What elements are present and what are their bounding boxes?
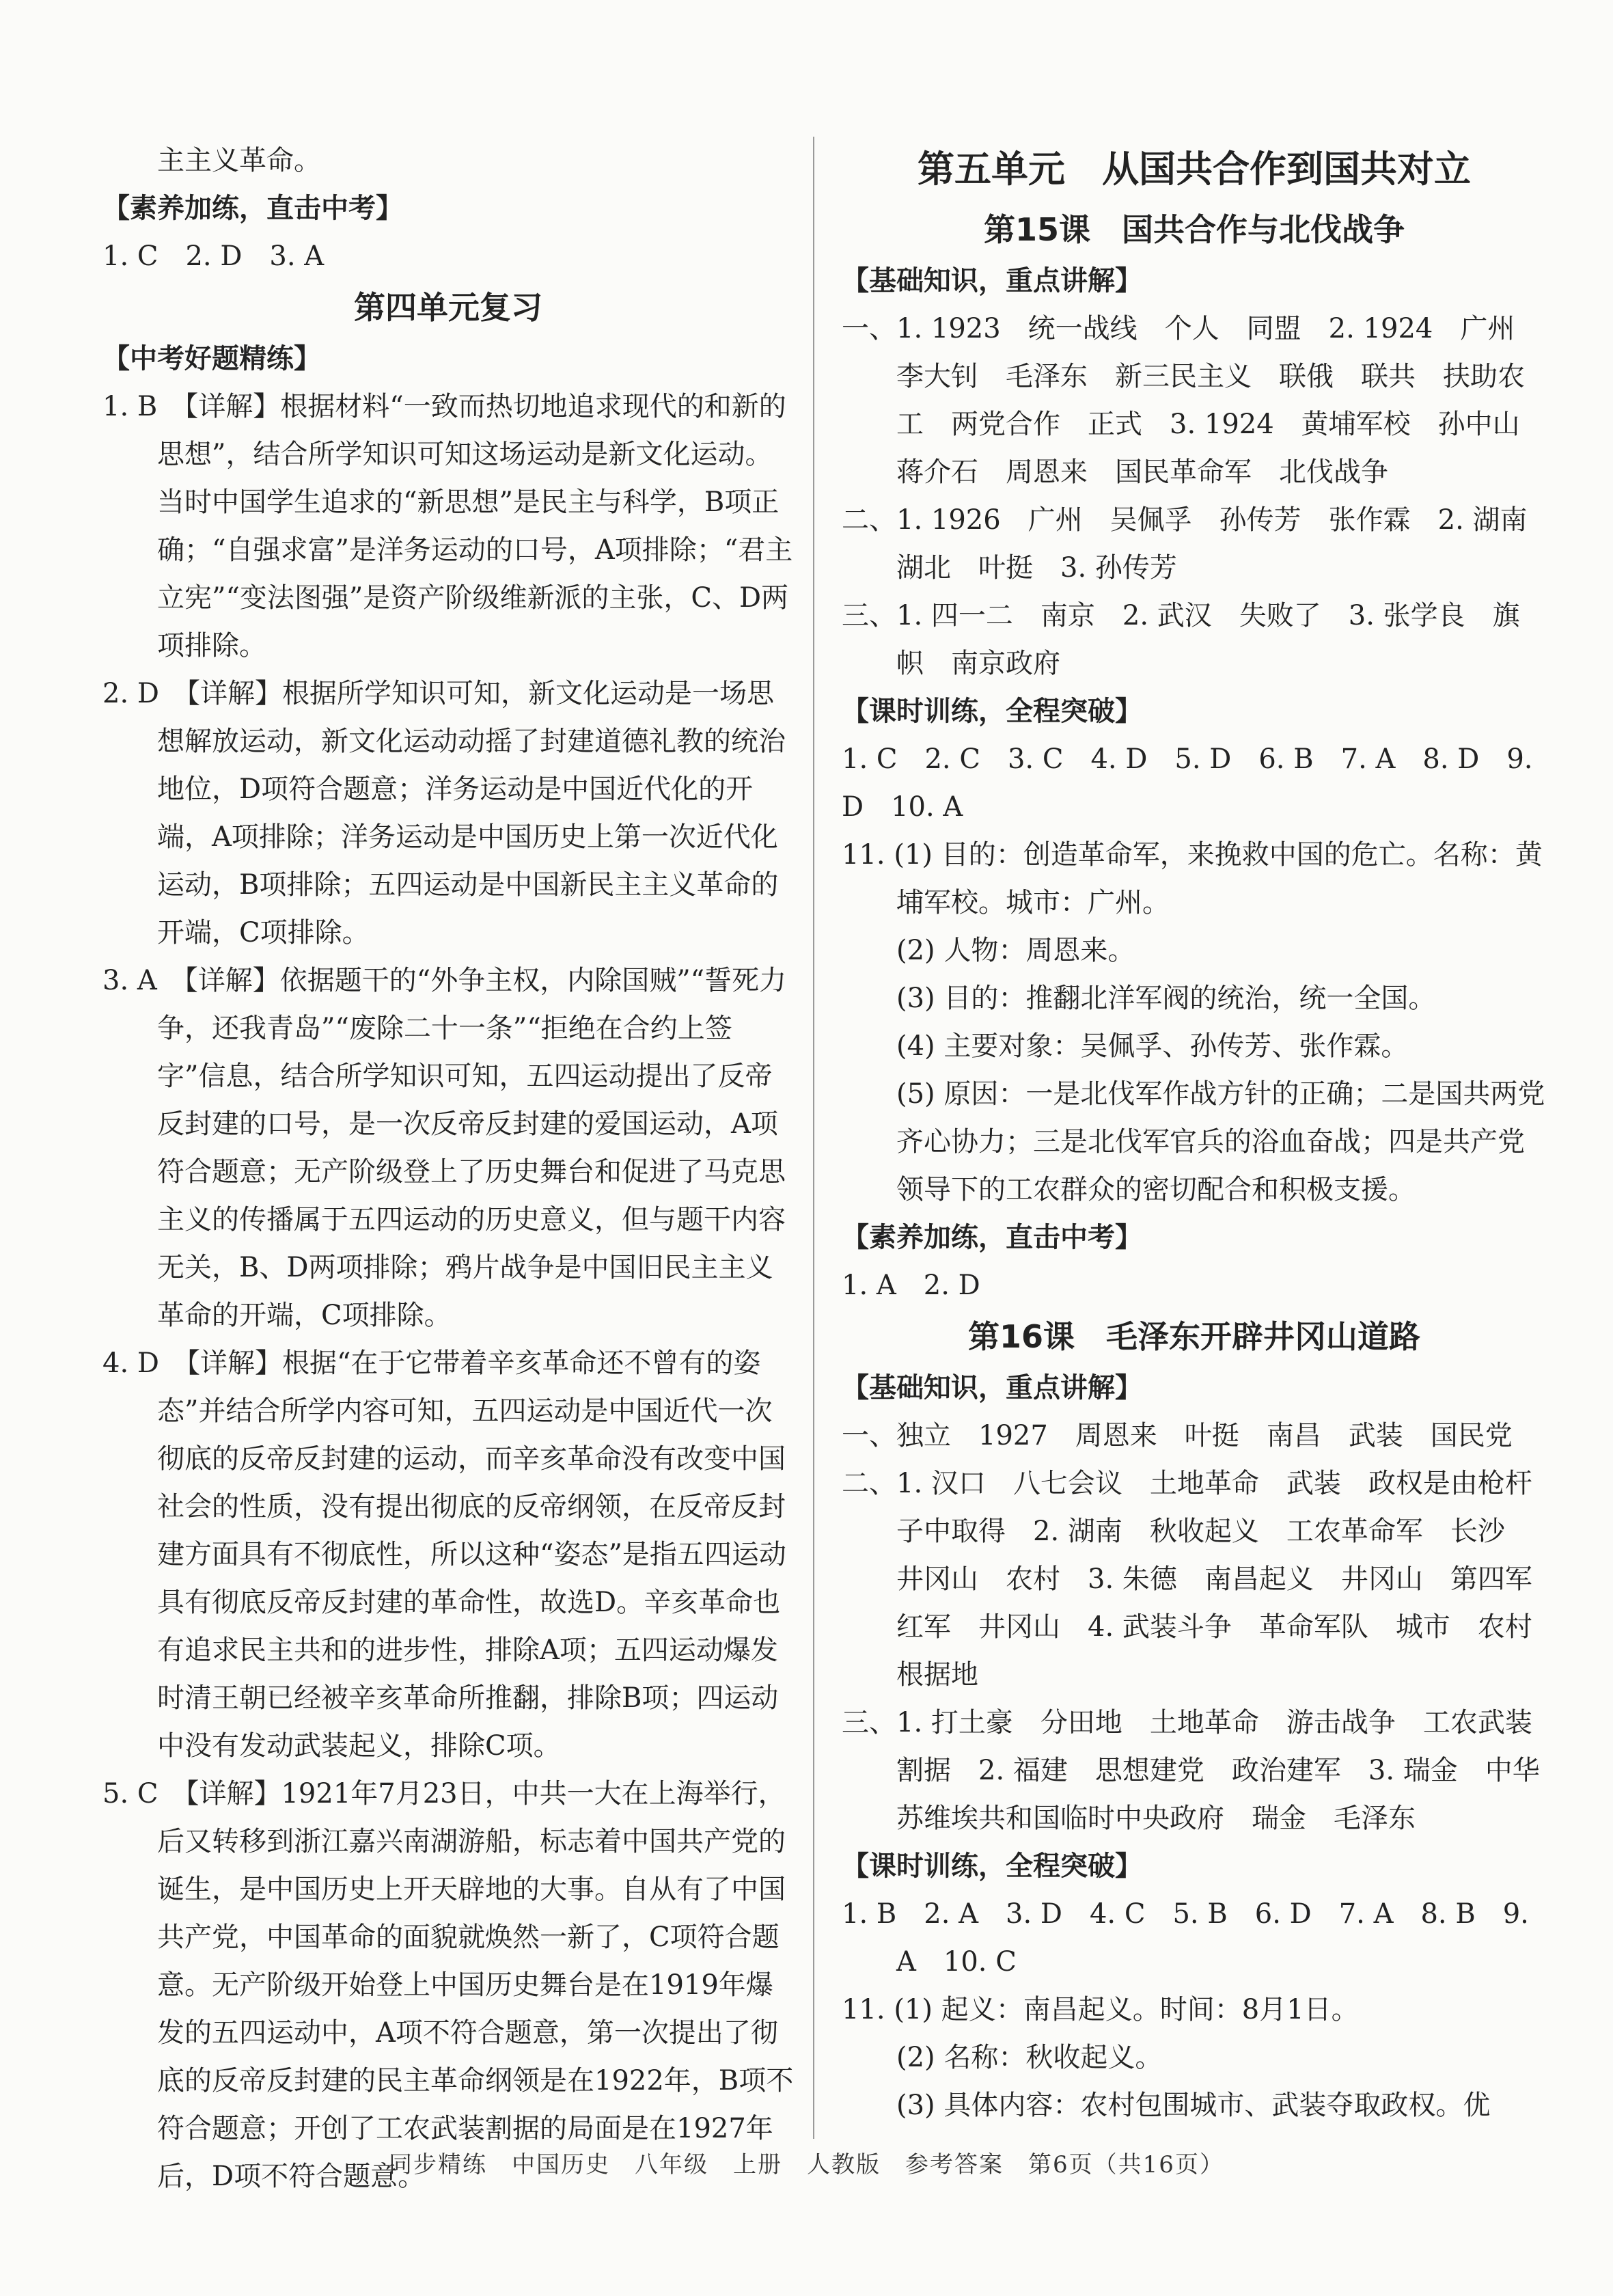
right-column (842, 137, 1560, 2129)
answer-sub: (5) 原因：一是北伐军作战方针的正确；二是国共两党齐心协力；三是北伐军官兵的浴血奋战；四是共产党领导下的工农群众的密切配合和积极支援。 (896, 1078, 1545, 1205)
answer-line: 1. C 2. D 3. A (102, 241, 325, 272)
unit-review-title: 第四单元复习 (354, 289, 542, 326)
answer-sub: (4) 主要对象：吴佩孚、孙传芳、张作霖。 (896, 1030, 1409, 1062)
answer-item: 11. (1) 起义：南昌起义。时间：8月1日。 (842, 1994, 1359, 2025)
answer-item: 5. C 【详解】1921年7月23日，中共一大在上海举行，后又转移到浙江嘉兴南湖游船，标志着中国共产党的诞生，是中国历史上开天辟地的大事。自从有了中国共产党，中国革命的面貌就焕然一新了，C项符合题意。无产阶级开始登上中国历史舞台是在1919年爆发的五四运动中，A项不符合题意，第一次提出了彻底的反帝反封建的民主革命纲领是在1922年，B项不符合题意；开创了工农武装割据的局面是在1927年后，D项不符合题意。 (102, 1778, 794, 2192)
knowledge-item: 二、1. 汉口 八七会议 土地革命 武装 政权是由枪杆子中取得 2. 湖南 秋收起义 工农革命军 长沙 井冈山 农村 3. 朱德 南昌起义 井冈山 第四军 红军 井冈山 4. 武装斗争 革命军队 城市 农村 根据地 (842, 1468, 1560, 1691)
answer-sub: (3) 目的：推翻北洋军阀的统治，统一全国。 (896, 983, 1436, 1014)
section-heading: 【基础知识，重点讲解】 (842, 1372, 1142, 1404)
continuation-text: 主主义革命。 (157, 145, 321, 176)
section-heading: 【素养加练，直击中考】 (842, 1222, 1142, 1253)
answer-line: 1. B 2. A 3. D 4. C 5. B 6. D 7. A 8. B 9. A 10. C (842, 1898, 1529, 1978)
answer-sub: (2) 名称：秋收起义。 (896, 2042, 1163, 2073)
answer-item: 2. D 【详解】根据所学知识可知，新文化运动是一场思想解放运动，新文化运动动摇了封建道德礼教的统治地位，D项符合题意；洋务运动是中国近代化的开端，A项排除；洋务运动是中国历史上第一次近代化运动，B项排除；五四运动是中国新民主主义革命的开端，C项排除。 (102, 678, 786, 948)
unit-title: 第五单元 从国共合作到国共对立 (918, 148, 1471, 191)
section-heading: 【素养加练，直击中考】 (102, 193, 403, 224)
knowledge-item: 一、独立 1927 周恩来 叶挺 南昌 武装 国民党 (842, 1420, 1513, 1451)
column-divider (813, 137, 814, 2139)
left-column (102, 137, 794, 2200)
page-footer: 同步精练 中国历史 八年级 上册 人教版 参考答案 第6页（共16页） (389, 2151, 1224, 2178)
answer-line: 1. C 2. C 3. C 4. D 5. D 6. B 7. A 8. D 9. D 10. A (842, 743, 1533, 823)
answer-item: 4. D 【详解】根据“在于它带着辛亥革命还不曾有的姿态”并结合所学内容可知，五四运动是中国近代一次彻底的反帝反封建的运动，而辛亥革命没有改变中国社会的性质，没有提出彻底的反帝纲领，在反帝反封建方面具有不彻底性，所以这种“姿态”是指五四运动具有彻底反帝反封建的革命性，故选D。辛亥革命也有追求民主共和的进步性，排除A项；五四运动爆发时清王朝已经被辛亥革命所推翻，排除B项；四运动中没有发动武装起义，排除C项。 (102, 1348, 786, 1762)
section-heading: 【中考好题精练】 (102, 343, 321, 374)
knowledge-item: 二、1. 1926 广州 吴佩孚 孙传芳 张作霖 2. 湖南 湖北 叶挺 3. 孙传芳 (842, 504, 1555, 584)
section-heading: 【课时训练，全程突破】 (842, 696, 1142, 727)
answer-item: 11. (1) 目的：创造革命军，来挽救中国的危亡。名称：黄埔军校。城市：广州。 (842, 839, 1543, 918)
lesson-title: 第16课 毛泽东开辟井冈山道路 (967, 1318, 1420, 1355)
answer-line: 1. A 2. D (842, 1270, 980, 1301)
knowledge-item: 一、1. 1923 统一战线 个人 同盟 2. 1924 广州 李大钊 毛泽东 新三民主义 联俄 联共 扶助农工 两党合作 正式 3. 1924 黄埔军校 孙中山 蒋介石 周恩来 国民革命军 北伐战争 (842, 313, 1547, 488)
section-heading: 【基础知识，重点讲解】 (842, 265, 1142, 297)
lesson-title: 第15课 国共合作与北伐战争 (983, 211, 1405, 248)
section-heading: 【课时训练，全程突破】 (842, 1850, 1142, 1882)
answer-sub: (2) 人物：周恩来。 (896, 935, 1135, 966)
answer-sub: (3) 具体内容：农村包围城市、武装夺取政权。优 (896, 2090, 1491, 2121)
answer-item: 1. B 【详解】根据材料“一致而热切地追求现代的和新的思想”，结合所学知识可知这场运动是新文化运动。当时中国学生追求的“新思想”是民主与科学，B项正确；“自强求富”是洋务运动的口号，A项排除；“君主立宪”“变法图强”是资产阶级维新派的主张，C、D两项排除。 (102, 391, 793, 661)
knowledge-item: 三、1. 四一二 南京 2. 武汉 失败了 3. 张学良 旗帜 南京政府 (842, 600, 1520, 679)
knowledge-item: 三、1. 打土豪 分田地 土地革命 游击战争 工农武装割据 2. 福建 思想建党 政治建军 3. 瑞金 中华苏维埃共和国临时中央政府 瑞金 毛泽东 (842, 1707, 1540, 1834)
answer-item: 3. A 【详解】依据题干的“外争主权，内除国贼”“誓死力争，还我青岛”“废除二十一条”“拒绝在合约上签字”信息，结合所学知识可知，五四运动提出了反帝反封建的口号，是一次反帝反封建的爱国运动，A项符合题意；无产阶级登上了历史舞台和促进了马克思主义的传播属于五四运动的历史意义，但与题干内容无关，B、D两项排除；鸦片战争是中国旧民主主义革命的开端，C项排除。 (102, 965, 787, 1331)
